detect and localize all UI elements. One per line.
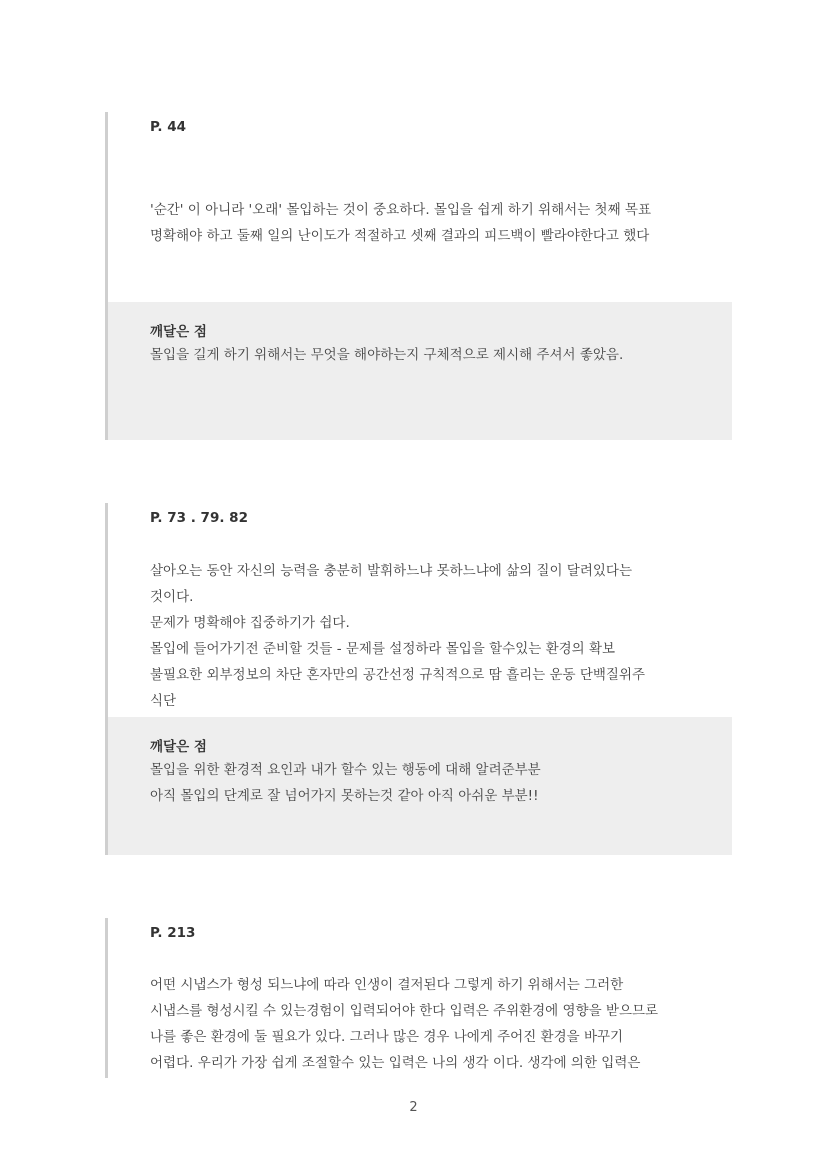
quote-block-p213: [105, 918, 732, 1078]
text-line: 문제가 명확해야 집중하기가 쉽다.: [150, 615, 350, 631]
page-reference: P. 73 . 79. 82: [150, 510, 248, 526]
page-number: 2: [409, 1100, 418, 1115]
text-line: 몰입을 길게 하기 위해서는 무엇을 해야하는지 구체적으로 제시해 주셔서 좋았음.: [150, 347, 624, 363]
page-reference: P. 213: [150, 925, 196, 941]
text-line: 나를 좋은 환경에 둘 필요가 있다. 그러나 많은 경우 나에게 주어진 환경을 바꾸기: [150, 1029, 624, 1045]
page-reference: P. 44: [150, 119, 187, 135]
text-line: 어렵다. 우리가 가장 쉽게 조절할수 있는 입력은 나의 생각 이다. 생각에 의한 입력은: [150, 1055, 641, 1071]
quote-block-p73: [105, 503, 732, 855]
text-line: 아직 몰입의 단계로 잘 넘어가지 못하는것 같아 아직 아쉬운 부분!!: [150, 788, 539, 804]
text-line: 몰입을 위한 환경적 요인과 내가 할수 있는 행동에 대해 알려준부분: [150, 762, 541, 778]
text-line: 것이다.: [150, 589, 194, 605]
quote-block-p44: [105, 112, 732, 440]
text-line: 명확해야 하고 둘째 일의 난이도가 적절하고 셋째 결과의 피드백이 빨라야한다고 했다: [150, 228, 650, 244]
reflection-text: [150, 342, 732, 368]
summary-text: [150, 197, 732, 249]
text-line: 불필요한 외부정보의 차단 혼자만의 공간선정 규칙적으로 땀 흘리는 운동 단백질위주: [150, 667, 646, 683]
text-line: 식단: [150, 693, 177, 709]
reflection-title: 깨달은 점: [150, 324, 207, 340]
reflection-box: [108, 302, 732, 440]
reflection-title: 깨달은 점: [150, 739, 207, 755]
reflection-text: [150, 757, 732, 809]
reflection-box: [108, 717, 732, 855]
summary-text: [150, 972, 732, 1076]
text-line: 살아오는 동안 자신의 능력을 충분히 발휘하느냐 못하느냐에 삶의 질이 달려있다는: [150, 563, 633, 579]
text-line: '순간' 이 아니라 '오래' 몰입하는 것이 중요하다. 몰입을 쉽게 하기 위해서는 첫째 목표: [150, 202, 651, 218]
text-line: 몰입에 들어가기전 준비할 것들 - 문제를 설정하라 몰입을 할수있는 환경의 확보: [150, 641, 616, 657]
text-line: 시냅스를 형성시킬 수 있는경험이 입력되어야 한다 입력은 주위환경에 영향을 받으므로: [150, 1003, 659, 1019]
text-line: 어떤 시냅스가 형성 되느냐에 따라 인생이 결저된다 그렇게 하기 위해서는 그러한: [150, 977, 624, 993]
summary-text: [150, 558, 732, 714]
